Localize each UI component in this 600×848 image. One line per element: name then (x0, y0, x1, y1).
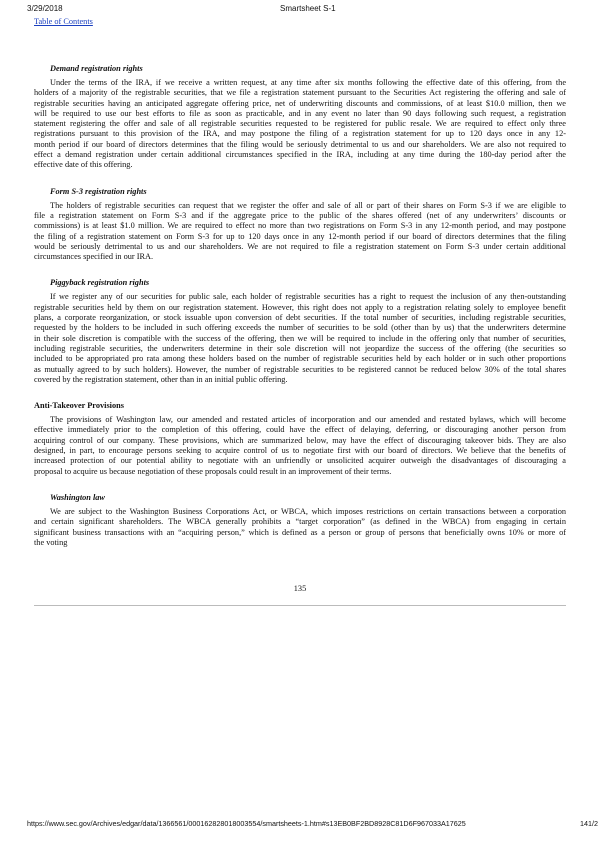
text-line: The provisions of Washington law, our amended and restated articles of incorporation and our amended and restated bylaws, which will become (50, 415, 566, 425)
text-line: including registrable securities, the underwriters determine in their sole discretion will not jeopardize the success of the offering (the securities so (34, 343, 566, 353)
text-line: designed, in part, to encourage persons seeking to acquire control of us to negotiate first with our board of directors. We believe that the benefits of (34, 446, 566, 456)
section-gap (34, 262, 566, 277)
text-line: month period if our board of directors determines that the filing would be seriously detrimental to us and our shareholders. We are also not required to (34, 139, 566, 149)
text-line: effective date of this offering. (34, 160, 133, 170)
print-page-count: 141/2 (580, 819, 598, 828)
paragraph (34, 507, 566, 548)
print-date: 3/29/2018 (27, 4, 63, 13)
text-line: in their sole discretion is compatible with the success of the offering, then we will be required to include in the offering only that number of securities, (34, 333, 566, 343)
section-gap (34, 477, 566, 492)
text-line: If we register any of our securities for public sale, each holder of registrable securities has a right to request the inclusion of any then-outstanding (50, 292, 566, 302)
text-line: The holders of registrable securities can request that we register the offer and sale of all or part of their shares on Form S-3 if we are eligible to (50, 200, 566, 210)
text-line: Under the terms of the IRA, if we receive a written request, at any time after six months following the effective date of this offering, from the (50, 78, 566, 87)
text-line: commissions) is at least $1.0 million. We are required to effect no more than two registrations on Form S-3 in any 12-month period, and may postpone (34, 221, 566, 231)
text-line: plans, a corporate reorganization, or stock issuable upon conversion of debt securities. If the total number of securities, including registrable securities, (34, 313, 566, 323)
text-line: registrations pursuant to this provision of the IRA, and may postpone the filing of a registration statement for up to 120 days once in any 12- (34, 129, 566, 139)
paragraph (34, 201, 566, 263)
table-of-contents-link[interactable]: Table of Contents (34, 17, 93, 26)
text-line: the filing of a registration statement on Form S-3 for up to 120 days once in any 12-month period if our board of directors determines that the filing (34, 231, 566, 241)
section-heading: Demand registration rights (50, 64, 143, 73)
text-line: included to be appropriated pro rata among these holders based on the number of registrable securities held by each holder or in such other proportions (34, 354, 566, 364)
text-line: the voting (34, 537, 68, 547)
text-line: significant business transactions with an “acquiring person,” which is defined as a person or group of persons that beneficially owns 10% or more of (34, 527, 566, 537)
text-line: statement registering the offer and sale of all registrable securities requested to be registered for public resale. We are required to effect only three (34, 119, 566, 129)
section-heading: Piggyback registration rights (50, 278, 150, 288)
text-line: circumstances specified in our IRA. (34, 252, 154, 262)
text-line: covered by the registration statement, other than in an initial public offering. (34, 374, 288, 384)
document-title: Smartsheet S-1 (280, 4, 336, 13)
text-line: would be seriously detrimental to us and our shareholders. We are not required to file a registration statement on Form S-3 under certain additional (34, 241, 566, 251)
section-gap (34, 171, 566, 186)
document-body (34, 63, 566, 548)
text-line: and certain significant shareholders. The WBCA generally prohibits a “target corporation” (as defined in the WBCA) from engaging in certain (34, 517, 566, 527)
paragraph (34, 415, 566, 477)
text-line: proposal to acquire us because negotiation of these proposals could result in an improvement of their terms. (34, 466, 392, 476)
text-line: increased protection of our potential ability to negotiate with an unfriendly or unsolicited acquirer outweigh the disadvantages of discouraging a (34, 456, 566, 466)
source-url: https://www.sec.gov/Archives/edgar/data/1366561/000162828018003554/smartsheets-1.htm#s13EB0BF2BD8928C81D6F967033A17625 (27, 819, 466, 828)
text-line: will be required to use our best efforts to file as soon as practicable, and in any event no later than 90 days following such request, a registration (34, 108, 566, 118)
text-line: file a registration statement on Form S-3 and if the aggregate price to the public of the shares offered (net of any underwriters’ discounts or (34, 210, 566, 220)
page-divider (34, 605, 566, 606)
text-line: acquiring control of our company. These provisions, which are summarized below, may have the effect of discouraging takeover bids. They are also (34, 435, 566, 445)
text-line: holders of a majority of the registrable securities, that we file a registration statement pursuant to the Securities Act registering the offering and sale of (34, 88, 566, 98)
section-heading: Washington law (50, 492, 105, 502)
text-line: requested by the holders to be included in such offering exceeds the number of securities to be sold (other than by us) that the underwriters determine (34, 323, 566, 333)
paragraph (34, 292, 566, 385)
text-line: registrable securities held by them on our registration statement. However, this right does not apply to a registration relating solely to employee benefit (34, 302, 566, 312)
text-line: registrable securities having an anticipated aggregate offering price, net of underwriting discounts and commissions, of at least $10.0 million, then we (34, 98, 566, 108)
paragraph (34, 78, 566, 171)
text-line: We are subject to the Washington Business Corporations Act, or WBCA, which imposes restrictions on certain transactions between a corporation (50, 506, 566, 516)
text-line: effective immediately prior to the completion of this offering, could have the effect of delaying, deferring, or discouraging another person from (34, 425, 566, 435)
section-heading: Form S-3 registration rights (50, 186, 147, 196)
section-gap (34, 385, 566, 400)
section-heading: Anti-Takeover Provisions (34, 401, 124, 411)
page-number: 135 (293, 584, 307, 593)
text-line: as mutually agreed to by such holders). However, the number of registrable securities to be registered cannot be reduced below 30% of the total shares (34, 364, 566, 374)
text-line: effect a demand registration under certain additional circumstances specified in the IRA, including at any time during the 180-day period after the (34, 150, 566, 160)
